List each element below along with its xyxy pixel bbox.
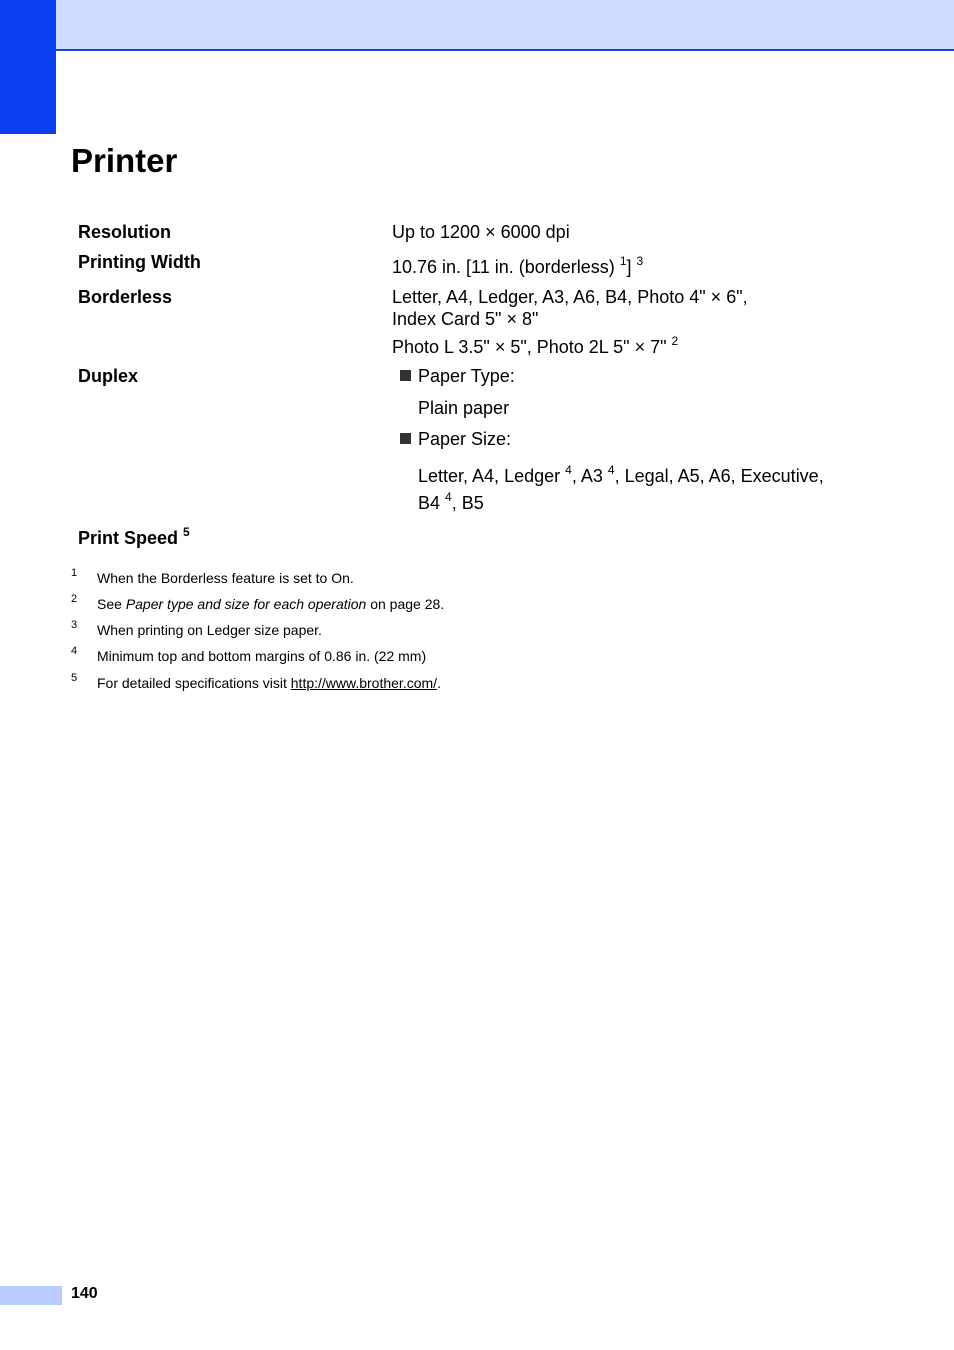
borderless-line-1: Letter, A4, Ledger, A3, A6, B4, Photo 4" × 6", — [392, 287, 748, 307]
brother-website-link[interactable]: http://www.brother.com/ — [290, 675, 438, 691]
bullet-square-icon — [400, 370, 411, 381]
footer-band — [0, 1286, 62, 1305]
footnote-text: When the Borderless feature is set to On. — [97, 570, 354, 586]
printing-width-value: 10.76 in. [11 in. (borderless) $^1$] $^3$ — [392, 254, 644, 277]
print-speed-label: Print Speed $^5$ — [78, 525, 190, 548]
printing-width-label: Printing Width — [78, 252, 201, 272]
duplex-paper-type-value: Plain paper — [418, 398, 510, 418]
duplex-paper-size-line-1: Letter, A4, Ledger $^4$, A3 $^4$, Legal, A5, A6, Executive, — [418, 463, 824, 486]
footnote-number: 5 — [71, 672, 78, 684]
duplex-paper-size-label: Paper Size: — [418, 429, 512, 449]
duplex-label: Duplex — [78, 366, 139, 386]
borderless-line-2: Index Card 5" × 8" — [392, 309, 539, 329]
header-band — [0, 0, 954, 51]
duplex-paper-size-line-2: B4 $^4$, B5 — [418, 490, 484, 513]
duplex-paper-type-label: Paper Type: — [418, 366, 515, 386]
resolution-value: Up to 1200 × 6000 dpi — [392, 222, 570, 242]
borderless-label: Borderless — [78, 287, 173, 307]
borderless-line-3: Photo L 3.5" × 5", Photo 2L 5" × 7" $^2$ — [392, 334, 679, 357]
footnote-number: 2 — [71, 593, 78, 605]
footnote-number: 4 — [71, 645, 78, 657]
resolution-label: Resolution — [78, 222, 171, 242]
footnote-text: See Paper type and size for each operation on page 28. — [97, 596, 445, 612]
cross-reference-title: Paper type and size for each operation — [125, 596, 367, 612]
page-title: Printer — [71, 142, 178, 179]
footnote-text: For detailed specifications visit http://www.brother.com/. — [97, 675, 441, 691]
bullet-square-icon — [400, 433, 411, 444]
page-number: 140 — [71, 1285, 98, 1302]
footnote-text: Minimum top and bottom margins of 0.86 in. (22 mm) — [97, 648, 427, 664]
chapter-tab — [0, 0, 56, 134]
footnote-text: When printing on Ledger size paper. — [97, 622, 322, 638]
footnote-number: 1 — [71, 567, 78, 579]
footnote-number: 3 — [71, 619, 78, 631]
